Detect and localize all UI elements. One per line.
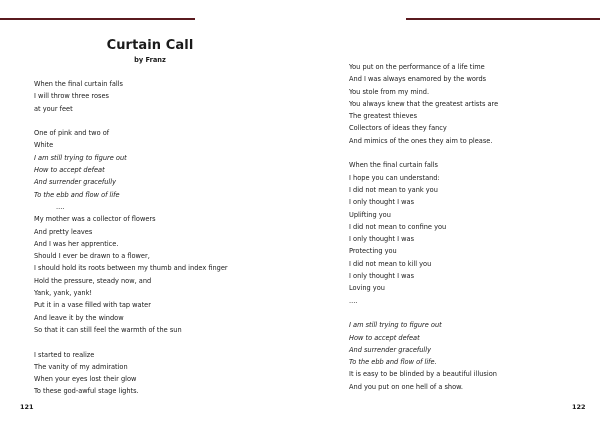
poem-line: You always knew that the greatest artists are bbox=[349, 99, 499, 108]
poem-line: at your feet bbox=[34, 104, 73, 113]
stanza-break bbox=[34, 115, 228, 127]
poem-line: And leave it by the window bbox=[34, 313, 124, 322]
page-number-right: 122 bbox=[572, 403, 586, 411]
poem-title: Curtain Call bbox=[106, 38, 194, 53]
poem-line: I hope you can understand: bbox=[349, 173, 440, 182]
poem-line: I did not mean to yank you bbox=[349, 185, 438, 194]
poem-line: To the ebb and flow of life bbox=[34, 190, 120, 199]
poem-line: When the final curtain falls bbox=[349, 161, 438, 170]
poem-line: Protecting you bbox=[349, 247, 397, 256]
poem-byline: by Franz bbox=[134, 56, 166, 64]
poem-line: Yank, yank, yank! bbox=[34, 289, 93, 298]
header-rule bbox=[0, 18, 195, 20]
poem-line: Hold the pressure, steady now, and bbox=[34, 276, 152, 285]
poem-body-left bbox=[34, 78, 228, 398]
poem-line: .... bbox=[349, 296, 358, 305]
header-rule bbox=[406, 18, 600, 20]
poem-line: When the final curtain falls bbox=[34, 80, 123, 88]
stanza-break bbox=[349, 147, 498, 159]
poem-line: Collectors of ideas they fancy bbox=[349, 124, 447, 133]
poem-line: And pretty leaves bbox=[34, 227, 93, 236]
poem-body-right bbox=[349, 61, 498, 393]
poem-line: You put on the performance of a life time bbox=[349, 63, 485, 71]
poem-line: The greatest thieves bbox=[349, 112, 418, 121]
poem-line: And mimics of the ones they aim to please. bbox=[349, 136, 493, 145]
poem-line: Should I ever be drawn to a flower, bbox=[34, 252, 150, 261]
poem-line: I did not mean to kill you bbox=[349, 259, 432, 268]
poem-line: One of pink and two of bbox=[34, 129, 110, 138]
poem-line: To the ebb and flow of life. bbox=[349, 358, 437, 367]
poem-line: The vanity of my admiration bbox=[34, 362, 128, 371]
poem-line: I did not mean to confine you bbox=[349, 222, 447, 231]
poem-line: When your eyes lost their glow bbox=[34, 375, 137, 384]
poem-line: How to accept defeat bbox=[349, 333, 420, 342]
poem-line: And surrender gracefully bbox=[349, 345, 431, 354]
poem-line: And I was always enamored by the words bbox=[349, 75, 487, 84]
poem-line: My mother was a collector of flowers bbox=[34, 215, 156, 224]
poem-line: I only thought I was bbox=[349, 235, 415, 244]
poem-line: I only thought I was bbox=[349, 198, 415, 207]
poem-line: I only thought I was bbox=[349, 272, 415, 281]
poem-line: Loving you bbox=[349, 284, 385, 293]
poem-line: I am still trying to figure out bbox=[34, 153, 127, 162]
poem-line: Uplifting you bbox=[349, 210, 391, 219]
poem-line: Put it in a vase filled with tap water bbox=[34, 301, 151, 310]
right-page bbox=[300, 0, 600, 424]
poem-line: I will throw three roses bbox=[34, 92, 109, 101]
poem-line: I should hold its roots between my thumb and index finger bbox=[34, 264, 228, 273]
stanza-break bbox=[34, 336, 228, 348]
poem-line: And surrender gracefully bbox=[34, 178, 116, 187]
poem-line: I started to realize bbox=[34, 350, 95, 359]
poem-line: To these god-awful stage lights. bbox=[34, 387, 139, 396]
poem-line: .... bbox=[56, 202, 65, 211]
poem-line: You stole from my mind. bbox=[349, 87, 430, 96]
poem-line: How to accept defeat bbox=[34, 166, 105, 175]
poem-line: So that it can still feel the warmth of the sun bbox=[34, 325, 182, 334]
poem-line: White bbox=[34, 141, 54, 150]
page-number-left: 121 bbox=[20, 403, 34, 411]
stanza-break bbox=[349, 307, 498, 319]
poem-line: And I was her apprentice. bbox=[34, 239, 119, 248]
poem-line: I am still trying to figure out bbox=[349, 321, 442, 330]
poem-line: It is easy to be blinded by a beautiful illusion bbox=[349, 370, 497, 379]
poem-line: And you put on one hell of a show. bbox=[349, 382, 464, 391]
